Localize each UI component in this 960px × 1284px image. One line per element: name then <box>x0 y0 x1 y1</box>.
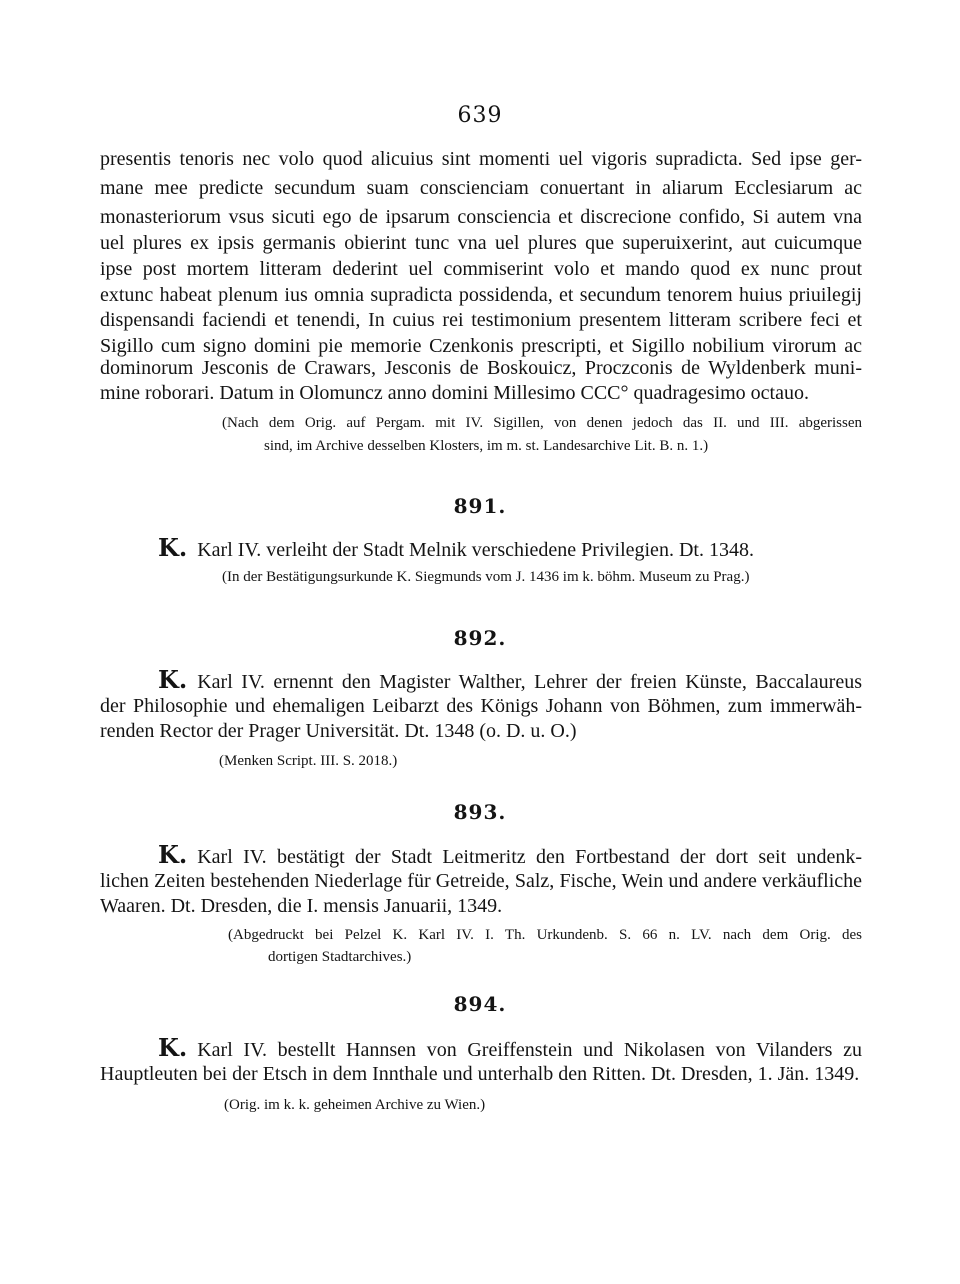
text-line: presentis tenoris nec volo quod alicuius sint momenti uel vigoris supradicta. Sed ipse ger- <box>100 148 862 170</box>
text-line: der Philosophie und ehemaligen Leibarzt des Königs Johann von Böhmen, zum immerwäh- <box>100 695 862 717</box>
text-line: monasteriorum vsus sicuti ego de ipsarum consciencia et discrecione confido, Si autem vna <box>100 206 862 228</box>
text-line: Karl IV. verleiht der Stadt Melnik verschiedene Privilegien. Dt. 1348. <box>197 539 754 561</box>
entry-number: 893. <box>453 800 507 824</box>
text-line: renden Rector der Prager Universität. Dt. 1348 (o. D. u. O.) <box>100 720 577 742</box>
entry-number: 891. <box>453 494 507 518</box>
text-line: Karl IV. ernennt den Magister Walther, Lehrer der freien Künste, Baccalaureus <box>197 671 862 693</box>
entry-number: 892. <box>453 626 507 650</box>
entry-number: 894. <box>453 992 507 1016</box>
text-line: lichen Zeiten bestehenden Niederlage für Getreide, Salz, Fische, Wein und andere verkäufliche <box>100 870 862 892</box>
text-line: Waaren. Dt. Dresden, die I. mensis Januarii, 1349. <box>100 895 503 917</box>
text-line: ipse post mortem litteram dederint uel commiserint volo et mando quod ex nunc prout <box>100 258 862 280</box>
k-marker: K. <box>158 840 188 869</box>
source-note: (Menken Script. III. S. 2018.) <box>219 753 398 769</box>
text-line: Karl IV. bestätigt der Stadt Leitmeritz den Fortbestand der dort seit undenk- <box>197 846 862 868</box>
text-line: uel plures ex ipsis germanis obierint tunc vna uel plures que superuixerint, aut cuicumque <box>100 232 862 254</box>
text-line: Hauptleuten bei der Etsch in dem Innthale und unterhalb den Ritten. Dt. Dresden, 1. Jän. 1349. <box>100 1063 860 1085</box>
source-note: sind, im Archive desselben Klosters, im m. st. Landesarchive Lit. B. n. 1.) <box>264 438 709 454</box>
source-note: (Nach dem Orig. auf Pergam. mit IV. Sigillen, von denen jedoch das II. und III. abgerissen <box>222 415 862 431</box>
text-line: mane mee predicte secundum suam conscienciam conuertant in aliarum Ecclesiarum ac <box>100 177 862 199</box>
source-note: (Abgedruckt bei Pelzel K. Karl IV. I. Th. Urkundenb. S. 66 n. LV. nach dem Orig. des <box>228 927 862 943</box>
text-line: Karl IV. bestellt Hannsen von Greiffenstein und Nikolasen von Vilanders zu <box>197 1039 862 1061</box>
k-marker: K. <box>158 1033 188 1062</box>
text-line: dominorum Jesconis de Crawars, Jesconis de Boskouicz, Proczconis de Wyldenberk muni- <box>100 357 862 379</box>
entry-text <box>158 842 862 868</box>
source-note: dortigen Stadtarchives.) <box>268 949 412 965</box>
entry-text <box>158 535 862 561</box>
page-number: 639 <box>457 103 503 128</box>
k-marker: K. <box>158 533 188 562</box>
source-note: (Orig. im k. k. geheimen Archive zu Wien.) <box>224 1097 486 1113</box>
k-marker: K. <box>158 665 188 694</box>
entry-text <box>158 667 862 693</box>
text-line: extunc habeat plenum ius omnia supradicta possidenda, et secundum tenorem huius priuilegij <box>100 284 862 306</box>
text-line: mine roborari. Datum in Olomuncz anno domini Millesimo CCC° quadragesimo octauo. <box>100 382 809 404</box>
text-line: Sigillo cum signo domini pie memorie Czenkonis prescripti, et Sigillo nobilium virorum ac <box>100 335 862 357</box>
entry-text <box>158 1035 862 1061</box>
text-line: dispensandi faciendi et tenendi, In cuius rei testimonium presentem litteram scribere feci et <box>100 309 862 331</box>
source-note: (In der Bestätigungsurkunde K. Siegmunds vom J. 1436 im k. böhm. Museum zu Prag.) <box>222 569 750 585</box>
